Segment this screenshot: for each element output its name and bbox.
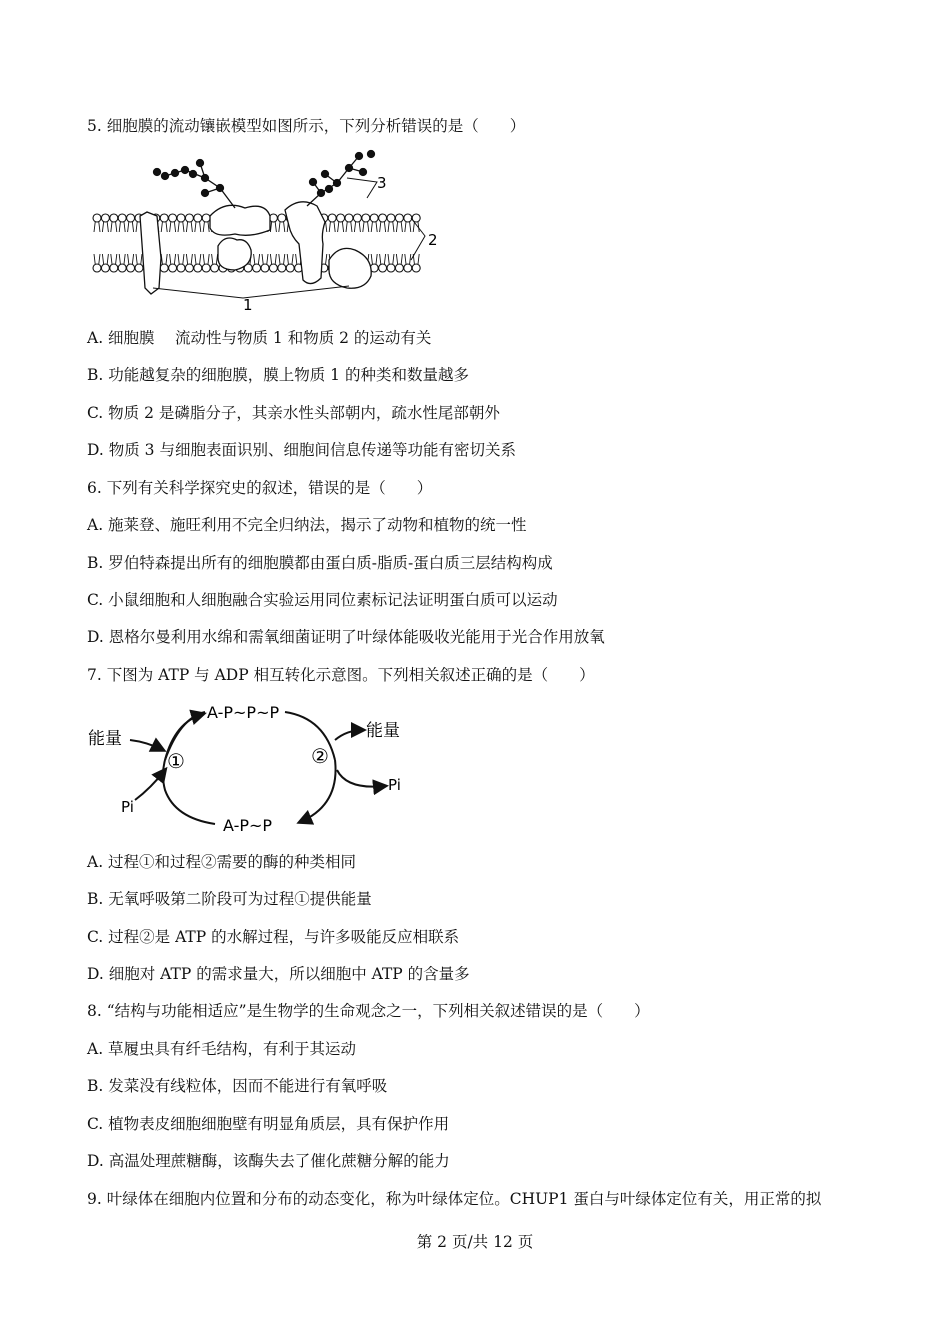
process-2-label: ② bbox=[311, 744, 329, 768]
adp-label: A-P~P bbox=[223, 816, 273, 835]
leader-line-3 bbox=[347, 178, 377, 198]
q6-option-a: A. 施莱登、施旺利用不完全归纳法，揭示了动物和植物的统一性 bbox=[87, 516, 527, 534]
lipid-head bbox=[404, 214, 412, 222]
q7-option-a: A. 过程①和过程②需要的酶的种类相同 bbox=[87, 853, 357, 871]
process-1-label: ① bbox=[167, 749, 185, 773]
lipid-head bbox=[202, 214, 210, 222]
lipid-head bbox=[135, 264, 143, 272]
lipid-tail bbox=[270, 222, 276, 264]
lipid-head bbox=[412, 264, 420, 272]
q6-option-c: C. 小鼠细胞和人细胞融合实验运用同位素标记法证明蛋白质可以运动 bbox=[87, 591, 558, 609]
q7-option-c: C. 过程②是 ATP 的水解过程，与许多吸能反应相联系 bbox=[87, 928, 460, 946]
q5-stem: 5. 细胞膜的流动镶嵌模型如图所示，下列分析错误的是（ ） bbox=[87, 117, 526, 135]
lipid-head bbox=[177, 214, 185, 222]
lipid-head bbox=[101, 264, 109, 272]
lipid-tail bbox=[279, 222, 285, 264]
peripheral-protein-right bbox=[329, 248, 371, 288]
q8-option-d: D. 高温处理蔗糖酶，该酶失去了催化蔗糖分解的能力 bbox=[87, 1152, 450, 1170]
lipid-head bbox=[160, 214, 168, 222]
q8-stem: 8. “结构与功能相适应”是生物学的生命观念之一，下列相关叙述错误的是（ ） bbox=[87, 1002, 650, 1020]
q7-stem: 7. 下图为 ATP 与 ADP 相互转化示意图。下列相关叙述正确的是（ ） bbox=[87, 666, 595, 684]
lipid-head bbox=[387, 214, 395, 222]
pi-right-label: Pi bbox=[388, 776, 401, 794]
lipid-tail bbox=[405, 222, 411, 264]
lipid-head bbox=[118, 264, 126, 272]
lipid-head bbox=[169, 264, 177, 272]
lipid-head bbox=[379, 214, 387, 222]
lipid-head bbox=[110, 214, 118, 222]
lipid-tail bbox=[195, 222, 201, 264]
lipid-head bbox=[127, 264, 135, 272]
lipid-head bbox=[370, 214, 378, 222]
glycoprotein-chain-right bbox=[307, 151, 375, 207]
lipid-head bbox=[362, 214, 370, 222]
energy-in-arrow bbox=[130, 740, 163, 750]
lipid-head bbox=[118, 214, 126, 222]
pi-in-arrow bbox=[135, 770, 165, 800]
q8-option-c: C. 植物表皮细胞细胞壁有明显角质层，具有保护作用 bbox=[87, 1115, 450, 1133]
lipid-head bbox=[387, 264, 395, 272]
lipid-head bbox=[269, 264, 277, 272]
transmembrane-protein-left bbox=[140, 212, 161, 294]
q6-option-b: B. 罗伯特森提出所有的细胞膜都由蛋白质-脂质-蛋白质三层结构构成 bbox=[87, 554, 553, 572]
atp-label: A-P~P~P bbox=[207, 703, 280, 722]
lipid-tail bbox=[161, 222, 167, 264]
lipid-head bbox=[328, 214, 336, 222]
page-footer: 第 2 页/共 12 页 bbox=[416, 1233, 534, 1251]
q8-option-b: B. 发菜没有线粒体，因而不能进行有氧呼吸 bbox=[87, 1077, 388, 1095]
q8-option-a: A. 草履虫具有纤毛结构，有利于其运动 bbox=[87, 1040, 357, 1058]
lipid-head bbox=[194, 214, 202, 222]
lipid-tail bbox=[94, 222, 100, 264]
lipid-head bbox=[395, 264, 403, 272]
lipid-head bbox=[185, 264, 193, 272]
lipid-head bbox=[286, 264, 294, 272]
lipid-head bbox=[278, 264, 286, 272]
lipid-tail bbox=[186, 222, 192, 264]
lipid-head bbox=[404, 264, 412, 272]
lipid-tail bbox=[396, 222, 402, 264]
label-1: 1 bbox=[243, 296, 253, 313]
lipid-head bbox=[194, 264, 202, 272]
lipid-head bbox=[177, 264, 185, 272]
pi-left-label: Pi bbox=[121, 798, 134, 816]
atp-adp-cycle-diagram bbox=[85, 700, 415, 840]
lipid-head bbox=[202, 264, 210, 272]
lipid-head bbox=[345, 214, 353, 222]
energy-out-arrow bbox=[335, 730, 363, 740]
q7-option-d: D. 细胞对 ATP 的需求量大，所以细胞中 ATP 的含量多 bbox=[87, 965, 470, 983]
lipid-tail bbox=[128, 222, 134, 264]
pi-out-arrow bbox=[337, 770, 385, 787]
lipid-tail bbox=[388, 222, 394, 264]
lipid-head bbox=[101, 214, 109, 222]
lipid-tail bbox=[380, 222, 386, 264]
cycle-right-arc bbox=[300, 760, 336, 822]
lipid-head bbox=[110, 264, 118, 272]
q5-option-b: B. 功能越复杂的细胞膜，膜上物质 1 的种类和数量越多 bbox=[87, 366, 469, 384]
q5-option-d: D. 物质 3 与细胞表面识别、细胞间信息传递等功能有密切关系 bbox=[87, 441, 516, 459]
lipid-tail bbox=[413, 222, 419, 264]
lipid-head bbox=[278, 214, 286, 222]
lipid-head bbox=[261, 264, 269, 272]
embedded-protein-middle bbox=[218, 238, 251, 270]
lipid-tail bbox=[203, 222, 209, 264]
lipid-head bbox=[395, 214, 403, 222]
energy-left-label: 能量 bbox=[88, 729, 122, 749]
q6-stem: 6. 下列有关科学探究史的叙述，错误的是（ ） bbox=[87, 479, 433, 497]
surface-protein-middle bbox=[210, 205, 270, 235]
lipid-head bbox=[337, 214, 345, 222]
energy-right-label: 能量 bbox=[366, 721, 400, 741]
lipid-head bbox=[353, 214, 361, 222]
q7-option-b: B. 无氧呼吸第二阶段可为过程①提供能量 bbox=[87, 890, 372, 908]
label-3: 3 bbox=[377, 174, 387, 192]
q5-option-c: C. 物质 2 是磷脂分子，其亲水性头部朝内，疏水性尾部朝外 bbox=[87, 404, 500, 422]
lipid-head bbox=[211, 264, 219, 272]
q9-stem: 9. 叶绿体在细胞内位置和分布的动态变化，称为叶绿体定位。CHUP1 蛋白与叶绿体定位有关，用正常的拟 bbox=[87, 1190, 822, 1208]
lipid-tail bbox=[371, 222, 377, 264]
lipid-head bbox=[160, 264, 168, 272]
lipid-tail bbox=[178, 222, 184, 264]
lipid-tail bbox=[102, 222, 108, 264]
lipid-head bbox=[379, 264, 387, 272]
label-2: 2 bbox=[428, 231, 438, 249]
lipid-tail bbox=[170, 222, 176, 264]
lipid-head bbox=[185, 214, 193, 222]
q5-option-a: A. 细胞膜 流动性与物质 1 和物质 2 的运动有关 bbox=[87, 329, 432, 347]
lipid-head bbox=[93, 264, 101, 272]
lipid-tail bbox=[119, 222, 125, 264]
lipid-head bbox=[253, 264, 261, 272]
lipid-head bbox=[127, 214, 135, 222]
lipid-tail bbox=[111, 222, 117, 264]
q6-option-d: D. 恩格尔曼利用水绵和需氧细菌证明了叶绿体能吸收光能用于光合作用放氧 bbox=[87, 628, 605, 646]
lipid-head bbox=[169, 214, 177, 222]
membrane-diagram bbox=[85, 148, 455, 313]
lipid-head bbox=[93, 214, 101, 222]
glycoprotein-chain-left bbox=[154, 160, 236, 209]
